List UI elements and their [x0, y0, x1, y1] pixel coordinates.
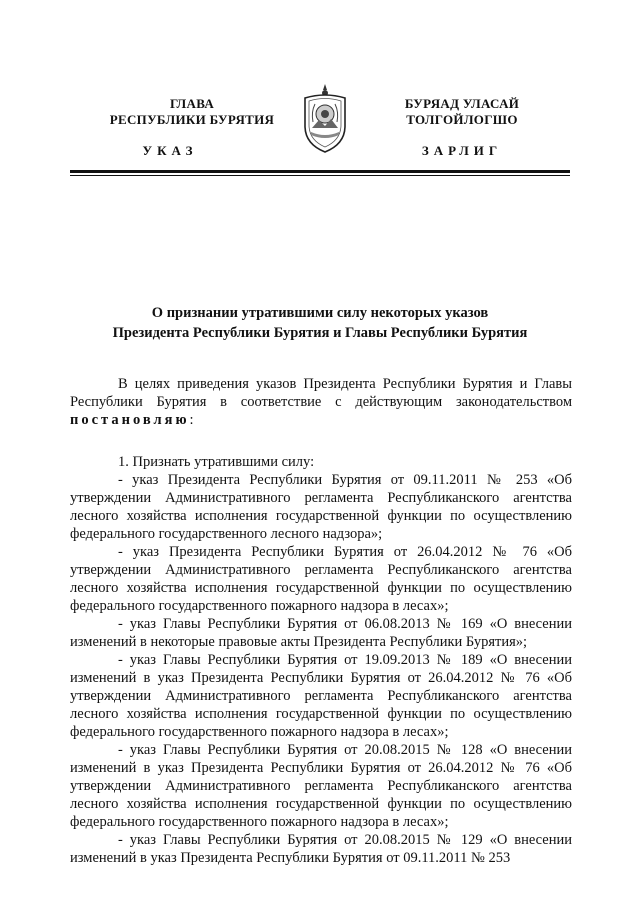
- header-left-title: ГЛАВА: [169, 96, 215, 111]
- header-right-block: [352, 96, 572, 128]
- header-left-block: [82, 96, 302, 128]
- clause-1-heading: 1. Признать утратившими силу:: [118, 454, 315, 470]
- header-divider-thick: [70, 170, 570, 173]
- decree-word: постановляю: [70, 412, 190, 428]
- list-item: - указ Президента Республики Бурятия от 09.11.2011 № 253 «Об утверждении Административного регламента Республиканского агентства лесного хозяйства исполнения государственной функции по осуществлению федерального государственного лесного надзора»;: [70, 472, 572, 542]
- list-item: - указ Главы Республики Бурятия от 06.08.2013 № 169 «О внесении изменений в некоторые правовые акты Президента Республики Бурятия»;: [70, 616, 572, 650]
- doc-type-zarlig: ЗАРЛИГ: [421, 143, 503, 158]
- document-body: [70, 375, 572, 867]
- coat-of-arms-icon: [297, 82, 353, 154]
- header-divider-thin: [70, 175, 570, 176]
- list-item: - указ Главы Республики Бурятия от 19.09.2013 № 189 «О внесении изменений в указ Президента Республики Бурятия от 26.04.2012 № 76 «Об утверждении Административного регламента Республиканского агентства лесного хозяйства исполнения государственной функции по осуществлению федерального государственного пожарного надзора в лесах»;: [70, 652, 572, 740]
- preamble-colon: :: [189, 412, 194, 428]
- document-title: [70, 303, 570, 343]
- title-line-2: Президента Республики Бурятия и Главы Республики Бурятия: [112, 325, 528, 341]
- header-left-subtitle: РЕСПУБЛИКИ БУРЯТИЯ: [109, 112, 275, 127]
- preamble-paragraph: [70, 375, 572, 429]
- header-right-subtitle: ТОЛГОЙЛОГШО: [406, 112, 518, 127]
- list-item: - указ Президента Республики Бурятия от 26.04.2012 № 76 «Об утверждении Административного регламента Республиканского агентства лесного хозяйства исполнения государственной функции по осуществлению федерального государственного пожарного надзора в лесах»;: [70, 544, 572, 614]
- header-right-title: БУРЯАД УЛАСАЙ: [404, 96, 520, 111]
- list-item: - указ Главы Республики Бурятия от 20.08.2015 № 129 «О внесении изменений в указ Президента Республики Бурятия от 09.11.2011 № 253: [70, 832, 572, 866]
- title-line-1: О признании утратившими силу некоторых указов: [151, 305, 489, 321]
- list-item: - указ Главы Республики Бурятия от 20.08.2015 № 128 «О внесении изменений в указ Президента Республики Бурятия от 26.04.2012 № 76 «Об утверждении Административного регламента Республиканского агентства лесного хозяйства исполнения государственной функции по осуществлению федерального государственного пожарного надзора в лесах»;: [70, 742, 572, 830]
- doc-type-ukaz: УКАЗ: [142, 143, 198, 158]
- preamble-text: В целях приведения указов Президента Республики Бурятия и Главы Республики Бурятия в соответствие с действующим законодательством: [70, 376, 572, 410]
